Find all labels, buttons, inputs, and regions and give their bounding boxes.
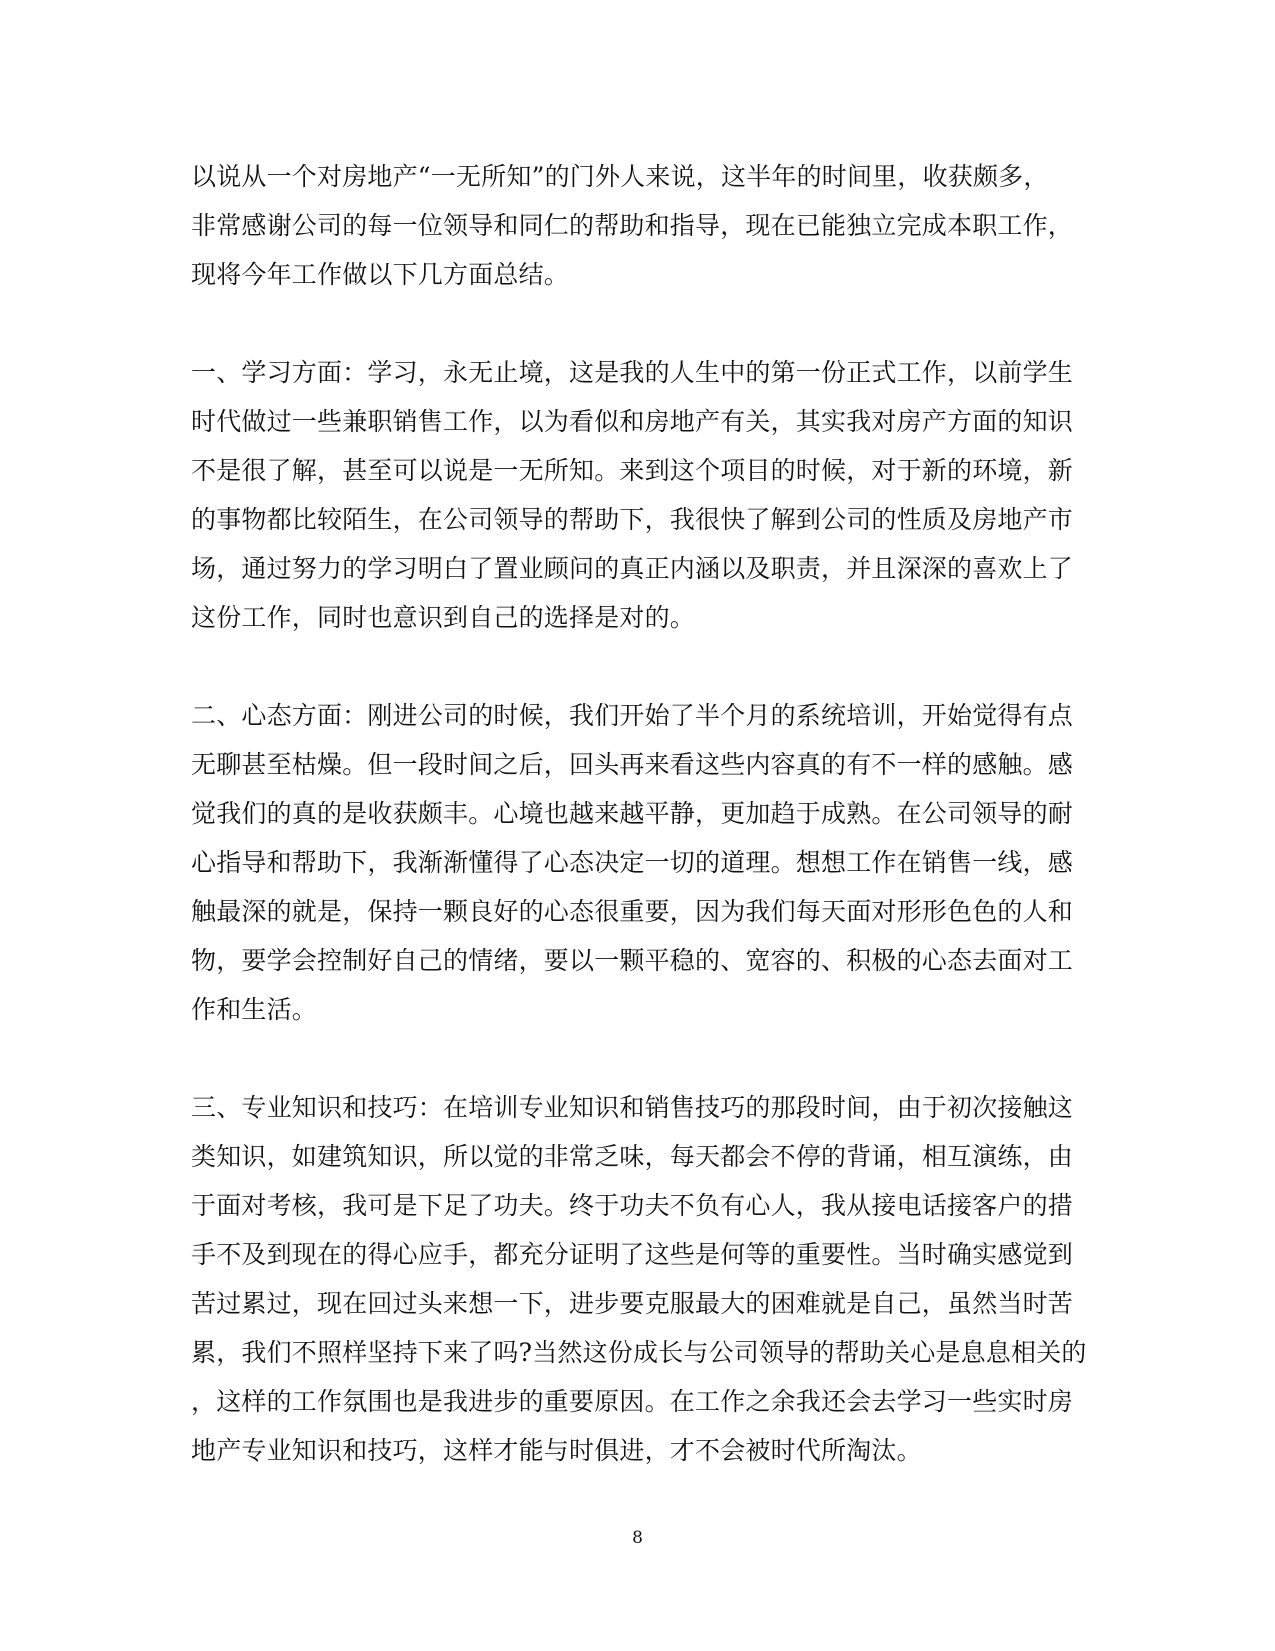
text-line: 物，要学会控制好自己的情绪，要以一颗平稳的、宽容的、积极的心态去面对工 <box>191 946 1074 975</box>
text-line: 地产专业知识和技巧，这样才能与时俱进，才不会被时代所淘汰。 <box>191 1436 922 1465</box>
text-line: 觉我们的真的是收获颇丰。心境也越来越平静，更加趋于成熟。在公司领导的耐 <box>191 799 1074 828</box>
text-line: 心指导和帮助下，我渐渐懂得了心态决定一切的道理。想想工作在销售一线，感 <box>191 848 1074 877</box>
paragraph-gap <box>191 1034 1071 1083</box>
paragraph-gap <box>191 642 1071 691</box>
paragraph-learning <box>191 348 1074 642</box>
text-line: 触最深的就是，保持一颗良好的心态很重要，因为我们每天面对形形色色的人和 <box>191 897 1074 926</box>
text-line: 以说从一个对房地产“一无所知”的门外人来说，这半年的时间里，收获颇多， <box>191 162 1049 191</box>
text-line: 的事物都比较陌生，在公司领导的帮助下，我很快了解到公司的性质及房地产市 <box>191 505 1074 534</box>
text-line: 时代做过一些兼职销售工作，以为看似和房地产有关，其实我对房产方面的知识 <box>191 407 1074 436</box>
text-line: 非常感谢公司的每一位领导和同仁的帮助和指导，现在已能独立完成本职工作， <box>191 211 1074 240</box>
paragraph-mindset <box>191 691 1074 1034</box>
text-line: 二、心态方面：刚进公司的时候，我们开始了半个月的系统培训，开始觉得有点 <box>191 701 1074 730</box>
text-line: 场，通过努力的学习明白了置业顾问的真正内涵以及职责，并且深深的喜欢上了 <box>191 554 1074 583</box>
text-line: 作和生活。 <box>191 995 318 1024</box>
text-line: 类知识，如建筑知识，所以觉的非常乏味，每天都会不停的背诵，相互演练，由 <box>191 1142 1074 1171</box>
page-number: 8 <box>632 1528 643 1548</box>
text-line: 一、学习方面：学习，永无止境，这是我的人生中的第一份正式工作，以前学生 <box>191 358 1074 387</box>
text-line: 苦过累过，现在回过头来想一下，进步要克服最大的困难就是自己，虽然当时苦 <box>191 1289 1074 1318</box>
paragraph-intro <box>191 152 1074 299</box>
text-line: 三、专业知识和技巧：在培训专业知识和销售技巧的那段时间，由于初次接触这 <box>191 1093 1074 1122</box>
document-body <box>191 152 1087 1475</box>
text-line: 现将今年工作做以下几方面总结。 <box>191 260 570 289</box>
text-line: 不是很了解，甚至可以说是一无所知。来到这个项目的时候，对于新的环境，新 <box>191 456 1074 485</box>
text-line: 这份工作，同时也意识到自己的选择是对的。 <box>191 603 696 632</box>
text-line: ，这样的工作氛围也是我进步的重要原因。在工作之余我还会去学习一些实时房 <box>191 1387 1074 1416</box>
text-line: 无聊甚至枯燥。但一段时间之后，回头再来看这些内容真的有不一样的感触。感 <box>191 750 1074 779</box>
paragraph-gap <box>191 299 1071 348</box>
text-line: 累，我们不照样坚持下来了吗?当然这份成长与公司领导的帮助关心是息息相关的 <box>191 1338 1087 1367</box>
text-line: 于面对考核，我可是下足了功夫。终于功夫不负有心人，我从接电话接客户的措 <box>191 1191 1074 1220</box>
paragraph-skills <box>191 1083 1087 1475</box>
text-line: 手不及到现在的得心应手，都充分证明了这些是何等的重要性。当时确实感觉到 <box>191 1240 1074 1269</box>
